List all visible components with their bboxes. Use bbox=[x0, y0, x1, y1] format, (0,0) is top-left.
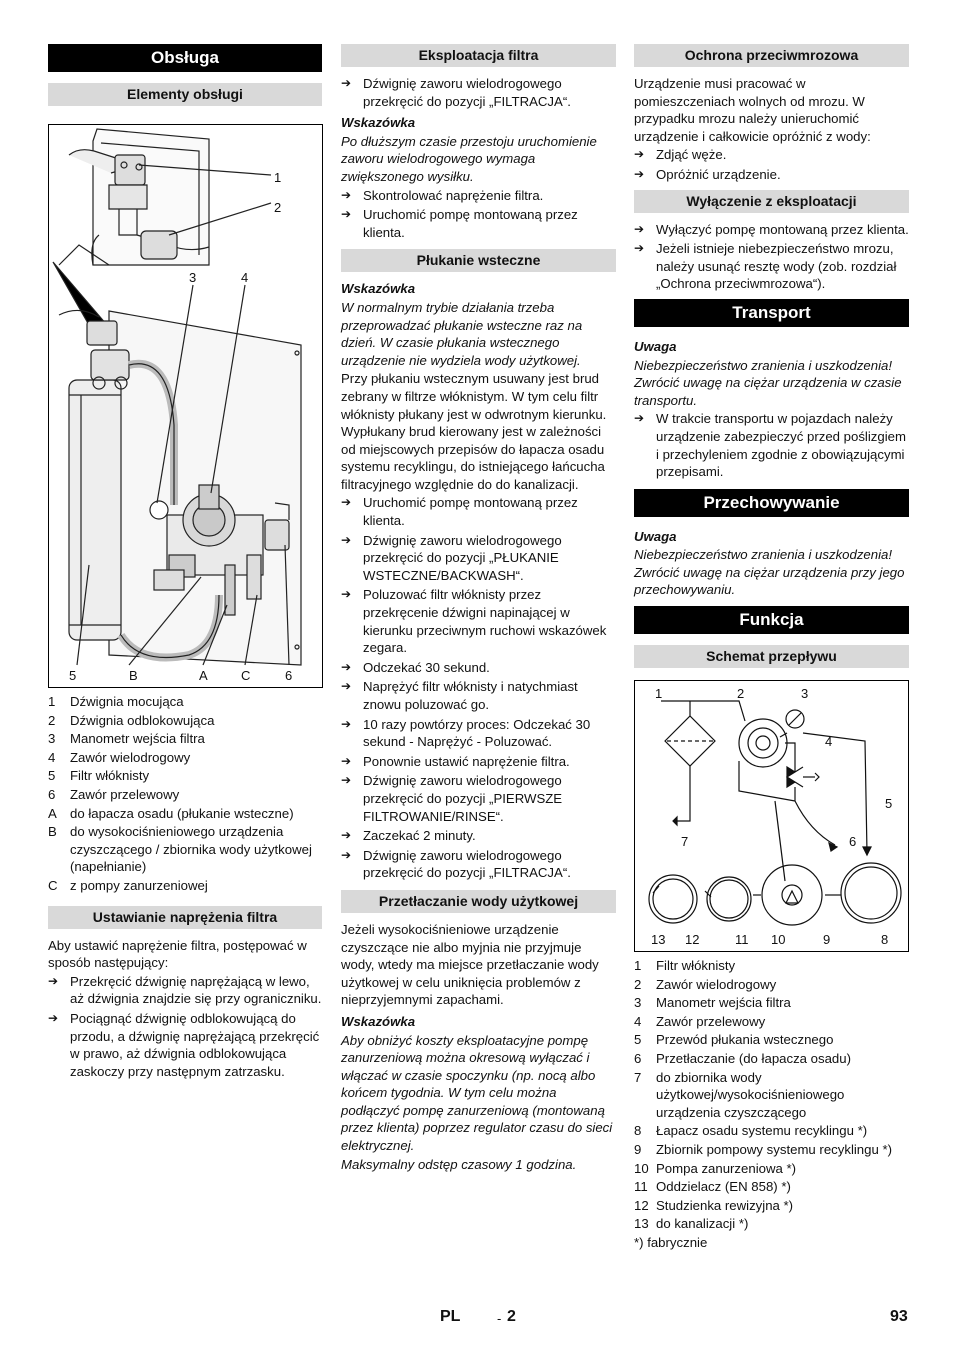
step-item: ➔ Dźwignię zaworu wielodrogowego przekręcić do pozycji „PŁUKANIE WSTECZNE/BACKWASH“. bbox=[341, 532, 562, 583]
legend-item: 2 Zawór wielodrogowy bbox=[634, 976, 777, 992]
step-item: ➔ 10 razy powtórzy proces: Odczekać 30 sekund - Naprężyć - Poluzować. bbox=[341, 716, 591, 750]
footnote: *) fabrycznie bbox=[634, 1234, 708, 1250]
arrow-right-icon: ➔ bbox=[48, 1010, 59, 1025]
note-text-interval: Maksymalny odstęp czasowy 1 godzina. bbox=[341, 1156, 577, 1172]
warning-text: Niebezpieczeństwo zranienia i uszkodzenia! Zwrócić uwagę na ciężar urządzenia w czasie transportu. bbox=[634, 357, 902, 408]
page-number: 93 bbox=[890, 1308, 908, 1325]
legend-item: B do wysokociśnieniowego urządzenia czyszczącego / zbiornika wody użytkowej (napełnianie) bbox=[48, 824, 312, 875]
diag-label-8: 8 bbox=[881, 932, 889, 948]
subsection-water-circulation: Przetłaczanie wody użytkowej bbox=[341, 890, 616, 913]
legend-item: 9 Zbiornik pompowy systemu recyklingu *) bbox=[634, 1142, 892, 1157]
note-text: W normalnym trybie działania trzeba przeprowadzać płukanie wsteczne raz na dzień. W czasie płukania wstecznego urządzenie nie wydziela wody użytkowej. bbox=[341, 299, 583, 368]
step-item: ➔ Uruchomić pompę montowaną przez klienta. bbox=[341, 495, 578, 529]
note-text: Aby obniżyć koszty eksploatacyjne pompę zanurzeniową można okresową wyłączać i włączać w czasie spoczynku (np. nocą albo końcem tygodnia. W tym celu można podłączyć pompę zanurzeniową (montowaną przez klienta) poprzez regulator czasu do sieci elektrycznej. bbox=[341, 1032, 613, 1154]
step-item: ➔ Dźwignię zaworu wielodrogowego przekręcić do pozycji „FILTRACJA“. bbox=[341, 76, 571, 109]
flow-legend bbox=[634, 957, 909, 1252]
diag-label-1: 1 bbox=[655, 686, 663, 702]
legend-item: 6 Zawór przelewowy bbox=[48, 786, 180, 802]
column-2 bbox=[341, 44, 616, 1174]
arrow-right-icon: ➔ bbox=[341, 716, 352, 731]
legend-item: 13 do kanalizacji *) bbox=[634, 1216, 749, 1232]
frost-paragraph: Urządzenie musi pracować w pomieszczeniach wolnych od mrozu. W przypadku mrozu należy unieruchomić urządzenie i całkowicie opróżnić z wody: bbox=[634, 76, 871, 144]
subsection-filter-operation: Eksploatacja filtra bbox=[341, 44, 616, 67]
fig-label-4: 4 bbox=[241, 270, 249, 285]
diag-label-5: 5 bbox=[885, 796, 893, 812]
fig-label-3: 3 bbox=[189, 270, 197, 285]
subsection-frost-protection: Ochrona przeciwmrozowa bbox=[634, 44, 909, 67]
subsection-decommissioning: Wyłączenie z eksploatacji bbox=[634, 190, 909, 213]
legend-item: 3 Manometr wejścia filtra bbox=[634, 995, 791, 1011]
diag-label-12: 12 bbox=[685, 932, 700, 948]
note-title: Wskazówka bbox=[341, 281, 416, 297]
controls-legend bbox=[48, 693, 322, 895]
step-item: ➔ Dźwignię zaworu wielodrogowego przekręcić do pozycji „PIERWSZE FILTROWANIE/RINSE“. bbox=[341, 773, 563, 824]
diag-label-9: 9 bbox=[823, 932, 831, 948]
column-3 bbox=[634, 44, 909, 1253]
step-item: ➔ Dźwignię zaworu wielodrogowego przekręcić do pozycji „FILTRACJA“. bbox=[341, 847, 571, 881]
diag-label-2: 2 bbox=[737, 686, 745, 702]
arrow-right-icon: ➔ bbox=[634, 221, 645, 236]
legend-item: 7 do zbiornika wody użytkowej/wysokociśnieniowego urządzenia czyszczącego bbox=[634, 1069, 845, 1120]
legend-item: 4 Zawór przelewowy bbox=[634, 1013, 766, 1029]
arrow-right-icon: ➔ bbox=[341, 659, 352, 674]
fig-label-a: A bbox=[199, 668, 208, 683]
step-item: ➔ Jeżeli istnieje niebezpieczeństwo mrozu, należy usunąć resztę wody (zob. rozdział „Ochrona przeciwmrozowa“). bbox=[634, 241, 897, 292]
footer-dash: - bbox=[497, 1311, 502, 1326]
arrow-right-icon: ➔ bbox=[48, 973, 59, 988]
legend-item: 12 Studzienka rewizyjna *) bbox=[634, 1197, 794, 1213]
legend-item: A do łapacza osadu (płukanie wsteczne) bbox=[48, 805, 294, 821]
section-title-operation: Obsługa bbox=[48, 44, 322, 72]
step-item: ➔ Zaczekać 2 minuty. bbox=[341, 828, 476, 844]
arrow-right-icon: ➔ bbox=[634, 411, 645, 426]
legend-item: 1 Dźwignia mocująca bbox=[48, 694, 184, 709]
footer-section-number: 2 bbox=[507, 1308, 516, 1325]
figure-controls bbox=[48, 124, 323, 688]
legend-item: 5 Przewód płukania wstecznego bbox=[634, 1032, 834, 1048]
subsection-backwash: Płukanie wsteczne bbox=[341, 249, 616, 272]
flow-diagram-illustration bbox=[635, 681, 908, 951]
warning-text: Niebezpieczeństwo zranienia i uszkodzenia! Zwrócić uwagę na ciężar urządzenia przy jego przechowywaniu. bbox=[634, 547, 905, 598]
legend-item: 8 Łapacz osadu systemu recyklingu *) bbox=[634, 1123, 868, 1139]
arrow-right-icon: ➔ bbox=[341, 847, 352, 862]
fig-label-2: 2 bbox=[274, 200, 282, 215]
fig-label-b: B bbox=[129, 668, 138, 683]
fig-label-1: 1 bbox=[274, 170, 282, 185]
warning-title: Uwaga bbox=[634, 528, 677, 544]
fig-label-c: C bbox=[241, 668, 251, 683]
note-text: Po dłuższym czasie przestoju uruchomienie zaworu wielodrogowego wymaga zwiększonego wysiłku. bbox=[341, 133, 597, 184]
diag-label-13: 13 bbox=[651, 932, 666, 948]
arrow-right-icon: ➔ bbox=[341, 207, 352, 222]
page-footer bbox=[0, 1308, 954, 1330]
subsection-controls: Elementy obsługi bbox=[48, 83, 322, 106]
diag-label-10: 10 bbox=[771, 932, 786, 948]
diag-label-6: 6 bbox=[849, 834, 857, 850]
diag-label-4: 4 bbox=[825, 734, 833, 750]
legend-item: 6 Przetłaczanie (do łapacza osadu) bbox=[634, 1051, 851, 1067]
tension-intro: Aby ustawić naprężenie filtra, postępować w sposób następujący: bbox=[48, 937, 307, 971]
step-item: ➔ Skontrolować naprężenie filtra. bbox=[341, 187, 544, 203]
section-title-storage: Przechowywanie bbox=[634, 489, 909, 517]
step-item: ➔ Przekręcić dźwignię naprężającą w lewo, aż dźwignia znajdzie się przy ograniczniku. bbox=[48, 973, 322, 1007]
step-item: ➔ Uruchomić pompę montowaną przez klienta. bbox=[341, 207, 578, 240]
warning-title: Uwaga bbox=[634, 338, 677, 354]
footer-language: PL bbox=[440, 1308, 461, 1325]
step-item: ➔ Opróżnić urządzenie. bbox=[634, 166, 781, 182]
legend-item: 5 Filtr włóknisty bbox=[48, 768, 150, 784]
step-item: ➔ Zdjąć węże. bbox=[634, 147, 727, 163]
arrow-right-icon: ➔ bbox=[341, 587, 352, 602]
step-item: ➔ W trakcie transportu w pojazdach należy urządzenie zabezpieczyć przed poślizgiem i przechyleniem zgodnie z obowiązującymi przepisami. bbox=[634, 411, 906, 480]
column-1 bbox=[48, 44, 322, 1082]
diag-label-11: 11 bbox=[735, 932, 749, 948]
flow-diagram bbox=[634, 680, 909, 952]
legend-item: 1 Filtr włóknisty bbox=[634, 958, 736, 974]
step-item: ➔ Ponownie ustawić naprężenie filtra. bbox=[341, 753, 570, 769]
circulation-paragraph: Jeżeli wysokociśnieniowe urządzenie czyszczące nie albo myjnia nie przyjmuje wody, wtedy ma miejsce przetłaczanie wody użytkowej w celu uniknięcia problemów z nieprzyjemnymi zapachami. bbox=[341, 921, 599, 1008]
legend-item: 10 Pompa zanurzeniowa *) bbox=[634, 1160, 797, 1176]
arrow-right-icon: ➔ bbox=[341, 679, 352, 694]
subsection-filter-tension: Ustawianie naprężenia filtra bbox=[48, 906, 322, 929]
arrow-right-icon: ➔ bbox=[341, 753, 352, 768]
arrow-right-icon: ➔ bbox=[634, 241, 645, 256]
arrow-right-icon: ➔ bbox=[341, 773, 352, 788]
legend-item: 4 Zawór wielodrogowy bbox=[48, 749, 191, 765]
legend-item: C z pompy zanurzeniowej bbox=[48, 877, 208, 893]
step-item: ➔ Naprężyć filtr włóknisty i natychmiast znowu poluzować go. bbox=[341, 679, 578, 712]
note-title: Wskazówka bbox=[341, 1013, 416, 1029]
step-item: ➔ Poluzować filtr włóknisty przez przekręcenie dźwigni napinającej w kierunku przeciwnym ruchowi wskazówek zegara. bbox=[341, 587, 607, 656]
arrow-right-icon: ➔ bbox=[341, 828, 352, 843]
backwash-paragraph: Przy płukaniu wstecznym usuwany jest brud zebrany w filtrze włóknistym. W tym celu filtr włóknisty płukany jest w odwrotnym kierunku. Wypłukany brud kierowany jest w zależności od miejscowych przepisów do łapacza osadu systemu recyklingu, do istniejącego łańcucha filtracyjnego względnie do do kanalizacji. bbox=[341, 371, 607, 492]
fig-label-6: 6 bbox=[285, 668, 293, 683]
section-title-function: Funkcja bbox=[634, 606, 909, 634]
step-item: ➔ Odczekać 30 sekund. bbox=[341, 659, 490, 675]
diag-label-7: 7 bbox=[681, 834, 689, 850]
step-item: ➔ Pociągnąć dźwignię odblokowującą do przodu, a dźwignię naprężającą przekręcić w prawo, aż dźwignia odblokowująca zaskoczy przy następnym zatrzasku. bbox=[48, 1010, 320, 1079]
arrow-right-icon: ➔ bbox=[341, 495, 352, 510]
arrow-right-icon: ➔ bbox=[341, 532, 352, 547]
arrow-right-icon: ➔ bbox=[634, 166, 645, 181]
legend-item: 2 Dźwignia odblokowująca bbox=[48, 712, 215, 728]
arrow-right-icon: ➔ bbox=[634, 147, 645, 162]
legend-item: 3 Manometr wejścia filtra bbox=[48, 731, 205, 747]
section-title-transport: Transport bbox=[634, 299, 909, 327]
note-title: Wskazówka bbox=[341, 115, 416, 131]
arrow-right-icon: ➔ bbox=[341, 187, 352, 202]
fig-label-5: 5 bbox=[69, 668, 77, 683]
step-item: ➔ Wyłączyć pompę montowaną przez klienta. bbox=[634, 221, 909, 237]
subsection-flow-diagram: Schemat przepływu bbox=[634, 645, 909, 668]
legend-item: 11 Oddzielacz (EN 858) *) bbox=[634, 1179, 791, 1195]
arrow-right-icon: ➔ bbox=[341, 76, 352, 90]
diag-label-3: 3 bbox=[801, 686, 809, 702]
